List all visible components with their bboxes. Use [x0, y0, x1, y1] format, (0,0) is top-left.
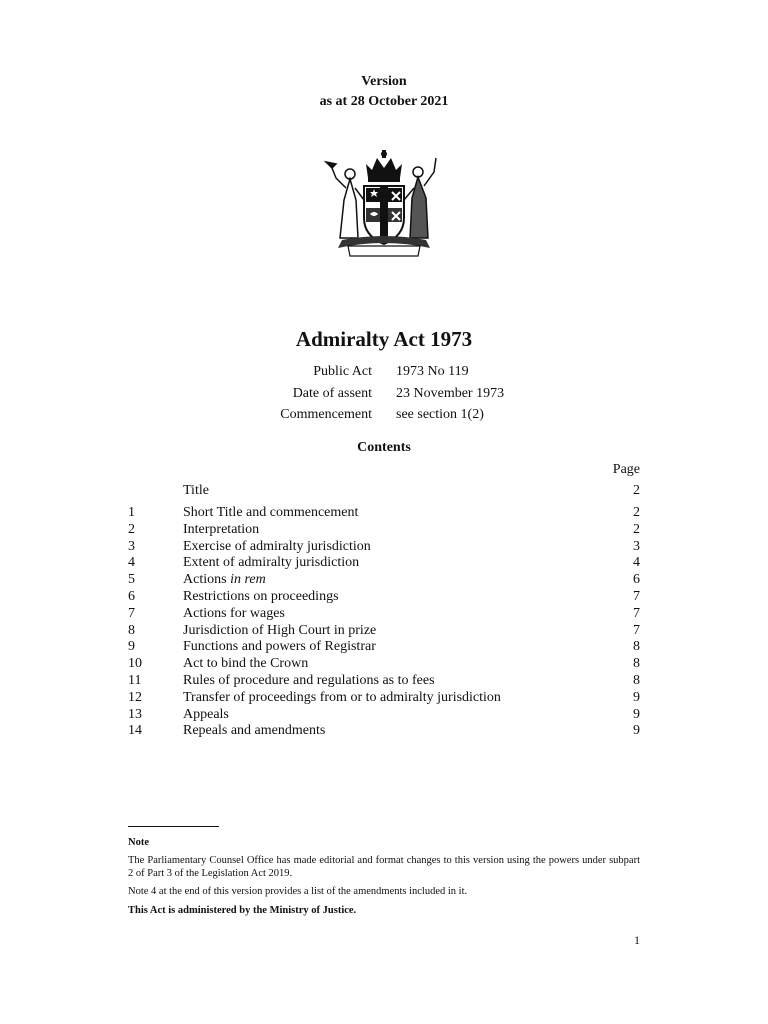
toc-entry-number: 9: [128, 639, 135, 655]
note-section: [128, 836, 640, 918]
toc-entry-text: Extent of admiralty jurisdiction: [183, 555, 360, 571]
toc-entry-text: Restrictions on proceedings: [183, 588, 339, 604]
footnote-divider: [128, 826, 219, 827]
toc-entry-page: 8: [633, 639, 640, 655]
toc-entry-text: Interpretation: [183, 521, 260, 537]
toc-entry-page: 9: [633, 706, 640, 722]
toc-entry-page: 2: [633, 521, 640, 537]
toc-entry-number: 6: [128, 588, 135, 604]
toc-entry-text: Exercise of admiralty jurisdiction: [183, 538, 371, 554]
toc-entry-page: 2: [633, 505, 640, 520]
toc-entry-number: 7: [128, 605, 135, 621]
toc-entry[interactable]: [128, 707, 640, 724]
toc-entry-page: 9: [633, 689, 640, 705]
toc-entry-number: 10: [128, 656, 142, 672]
toc-entry-number: 14: [128, 723, 142, 739]
toc-entry-page: 8: [633, 656, 640, 672]
toc-entry[interactable]: [128, 656, 640, 673]
toc-entry-text: Short Title and commencement: [183, 505, 359, 520]
page-number: 1: [634, 933, 640, 947]
toc-entry[interactable]: [128, 539, 640, 556]
contents-heading: Contents: [357, 440, 411, 455]
toc-entry[interactable]: [128, 522, 640, 539]
meta-row-public-act: [0, 364, 768, 386]
toc-entry[interactable]: [128, 589, 640, 606]
toc-entry[interactable]: [128, 673, 640, 690]
version-date: as at 28 October 2021: [319, 94, 449, 109]
toc-entry-page: 7: [633, 605, 640, 621]
toc-entry-text: Title: [183, 483, 209, 498]
meta-value: 1973 No 119: [396, 364, 469, 379]
toc-entry[interactable]: [128, 723, 640, 740]
toc-entry-number: 2: [128, 521, 135, 537]
toc-entry-number: 11: [128, 672, 142, 688]
administering-ministry-statement: This Act is administered by the Ministry of Justice.: [128, 905, 357, 916]
toc-entry[interactable]: [128, 505, 640, 522]
meta-label: Date of assent: [292, 385, 372, 401]
toc-entry-number: 3: [128, 538, 135, 554]
toc-entry-number: 4: [128, 555, 135, 571]
toc-entry-text-italic: in rem: [230, 572, 266, 588]
table-of-contents: [128, 505, 640, 740]
toc-entry[interactable]: [128, 639, 640, 656]
toc-entry-page: 7: [633, 588, 640, 604]
page-column-label: Page: [612, 462, 640, 477]
toc-entry[interactable]: [128, 623, 640, 640]
nz-coat-of-arms-icon: [322, 148, 446, 260]
toc-entry[interactable]: [128, 606, 640, 623]
toc-entry-number: 1: [128, 505, 135, 520]
toc-entry-page: 4: [633, 555, 640, 571]
toc-entry-number: 13: [128, 706, 142, 722]
toc-entry-text: Repeals and amendments: [183, 723, 326, 739]
toc-entry[interactable]: [128, 572, 640, 589]
meta-label: Commencement: [280, 407, 372, 422]
toc-entry-page: 6: [633, 572, 640, 588]
toc-entry-text: Appeals: [183, 706, 229, 722]
toc-entry[interactable]: [128, 555, 640, 572]
toc-entry-page: 2: [633, 483, 640, 498]
version-label: Version: [361, 74, 407, 89]
toc-entry-number: 12: [128, 689, 142, 705]
meta-row-date-of-assent: [0, 386, 768, 408]
toc-entry-page: 3: [633, 538, 640, 554]
toc-entry-page: 9: [633, 723, 640, 739]
meta-label: Public Act: [313, 364, 372, 379]
note-paragraph-editorial: The Parliamentary Counsel Office has made editorial and format changes to this version using the powers under subpart 2 of Part 3 of the Legislation Act 2019.: [128, 854, 640, 879]
toc-entry-page: 8: [633, 672, 640, 688]
note-paragraph-amendments: Note 4 at the end of this version provides a list of the amendments included in it.: [128, 885, 468, 897]
version-block: [0, 72, 768, 112]
toc-entry-number: 5: [128, 572, 135, 588]
meta-value: see section 1(2): [396, 407, 484, 422]
toc-entry-text: Jurisdiction of High Court in prize: [183, 622, 377, 638]
toc-title-entry[interactable]: [128, 483, 640, 503]
toc-entry-text: Act to bind the Crown: [183, 656, 309, 672]
note-heading: Note: [128, 837, 149, 848]
toc-entry-text: Rules of procedure and regulations as to fees: [183, 672, 435, 688]
act-metadata: [0, 364, 768, 429]
toc-entry[interactable]: [128, 690, 640, 707]
toc-entry-number: 8: [128, 622, 135, 638]
meta-row-commencement: [0, 407, 768, 429]
toc-entry-text: [183, 572, 266, 589]
toc-entry-text: Functions and powers of Registrar: [183, 639, 376, 655]
toc-entry-page: 7: [633, 622, 640, 638]
meta-value: 23 November 1973: [396, 385, 505, 401]
toc-entry-text: Transfer of proceedings from or to admiralty jurisdiction: [183, 689, 501, 705]
act-title: Admiralty Act 1973: [295, 327, 473, 351]
toc-entry-text: Actions for wages: [183, 605, 285, 621]
toc-entry-text-roman: Actions: [183, 572, 231, 588]
